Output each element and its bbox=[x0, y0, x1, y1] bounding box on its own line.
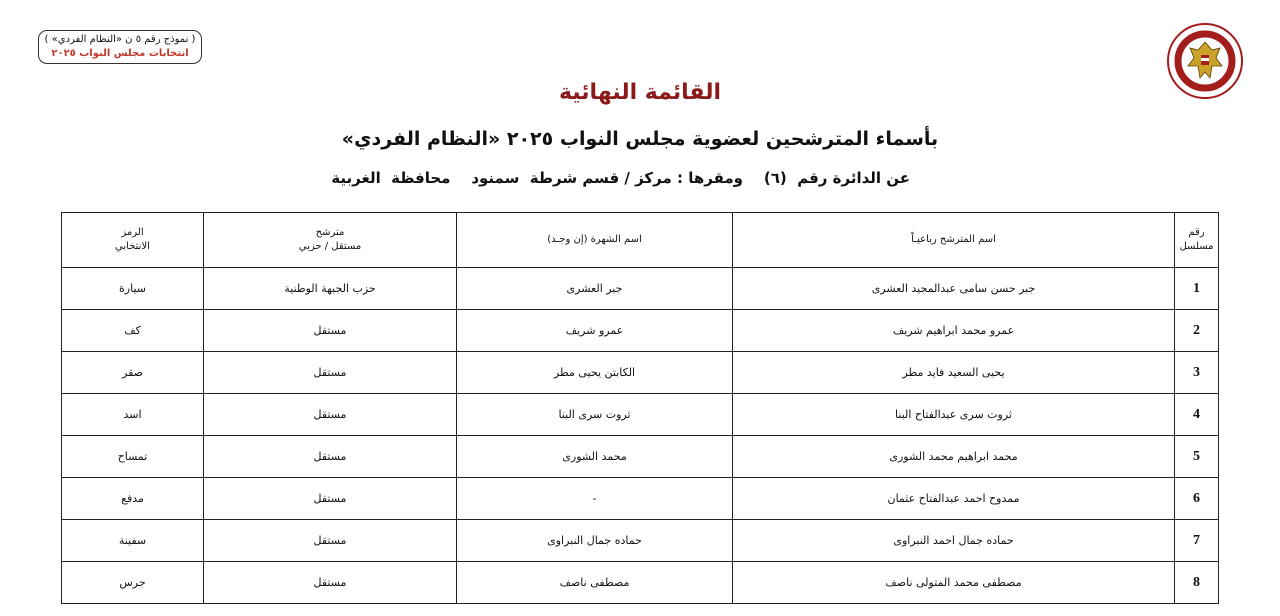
serial-cell: 6 bbox=[1175, 478, 1219, 520]
table-row bbox=[62, 352, 1219, 394]
symbol-cell: صقر bbox=[62, 352, 204, 394]
fame-cell: - bbox=[457, 478, 733, 520]
type-cell: مستقل bbox=[204, 436, 457, 478]
type-cell: مستقل bbox=[204, 478, 457, 520]
district-info: عن الدائرة رقم (٦) ومقرها : مركز / قسم شرطة سمنود محافظة الغربية bbox=[331, 169, 910, 187]
form-number-box bbox=[38, 30, 202, 64]
table-row bbox=[62, 520, 1219, 562]
symbol-cell: اسد bbox=[62, 394, 204, 436]
page-subtitle: بأسماء المترشحين لعضوية مجلس النواب ٢٠٢٥ «النظام الفردي» bbox=[341, 128, 939, 150]
fame-cell: حماده جمال النبراوى bbox=[457, 520, 733, 562]
type-cell: مستقل bbox=[204, 394, 457, 436]
type-cell: مستقل bbox=[204, 352, 457, 394]
header-fame: اسم الشهرة (إن وجـد) bbox=[457, 213, 733, 268]
header-serial bbox=[1175, 213, 1219, 268]
fame-cell: محمد الشورى bbox=[457, 436, 733, 478]
serial-cell: 3 bbox=[1175, 352, 1219, 394]
fame-cell: جبر العشرى bbox=[457, 268, 733, 310]
symbol-cell: تمساح bbox=[62, 436, 204, 478]
name-cell: حماده جمال احمد النبراوى bbox=[733, 520, 1175, 562]
table-row bbox=[62, 478, 1219, 520]
symbol-cell: سيارة bbox=[62, 268, 204, 310]
table-row bbox=[62, 394, 1219, 436]
table-row bbox=[62, 268, 1219, 310]
type-cell: مستقل bbox=[204, 520, 457, 562]
form-election-label: انتخابات مجلس النواب ٢٠٢٥ bbox=[51, 48, 189, 59]
header-serial-line2: مسلسل bbox=[1179, 241, 1214, 252]
header-serial-line1: رقم bbox=[1188, 227, 1205, 238]
type-cell: مستقل bbox=[204, 562, 457, 604]
header-type-line1: مترشح bbox=[315, 227, 345, 238]
name-cell: جبر حسن سامى عبدالمجيد العشرى bbox=[733, 268, 1175, 310]
header-type bbox=[204, 213, 457, 268]
type-cell: حزب الجبهة الوطنية bbox=[204, 268, 457, 310]
serial-cell: 2 bbox=[1175, 310, 1219, 352]
page-title: القائمة النهائية bbox=[558, 80, 722, 105]
symbol-cell: كف bbox=[62, 310, 204, 352]
name-cell: ممدوح احمد عبدالفتاح عثمان bbox=[733, 478, 1175, 520]
symbol-cell: سفينة bbox=[62, 520, 204, 562]
symbol-cell: مدفع bbox=[62, 478, 204, 520]
name-cell: عمرو محمد ابراهيم شريف bbox=[733, 310, 1175, 352]
candidates-table bbox=[61, 212, 1219, 604]
name-cell: يحيى السعيد فايد مطر bbox=[733, 352, 1175, 394]
serial-cell: 7 bbox=[1175, 520, 1219, 562]
table-row bbox=[62, 310, 1219, 352]
serial-cell: 1 bbox=[1175, 268, 1219, 310]
header-symbol bbox=[62, 213, 204, 268]
type-cell: مستقل bbox=[204, 310, 457, 352]
fame-cell: ثروت سرى البنا bbox=[457, 394, 733, 436]
fame-cell: عمرو شريف bbox=[457, 310, 733, 352]
header-name: اسم المترشح رباعيـاً bbox=[733, 213, 1175, 268]
form-number-label: ( نموذج رقم ٥ ن «النظام الفردي» ) bbox=[44, 34, 196, 45]
name-cell: مصطفى محمد المتولى ناصف bbox=[733, 562, 1175, 604]
symbol-cell: جرس bbox=[62, 562, 204, 604]
fame-cell: الكابتن يحيى مطر bbox=[457, 352, 733, 394]
table-header-row bbox=[62, 213, 1219, 268]
serial-cell: 8 bbox=[1175, 562, 1219, 604]
header-symbol-line2: الانتخابي bbox=[115, 241, 150, 252]
header-symbol-line1: الرمز bbox=[121, 227, 144, 238]
serial-cell: 4 bbox=[1175, 394, 1219, 436]
header-type-line2: مستقل / حزبي bbox=[298, 241, 362, 252]
name-cell: محمد ابراهيم محمد الشورى bbox=[733, 436, 1175, 478]
table-row bbox=[62, 562, 1219, 604]
serial-cell: 5 bbox=[1175, 436, 1219, 478]
table-row bbox=[62, 436, 1219, 478]
fame-cell: مصطفى ناصف bbox=[457, 562, 733, 604]
name-cell: ثروت سرى عبدالفتاح البنا bbox=[733, 394, 1175, 436]
